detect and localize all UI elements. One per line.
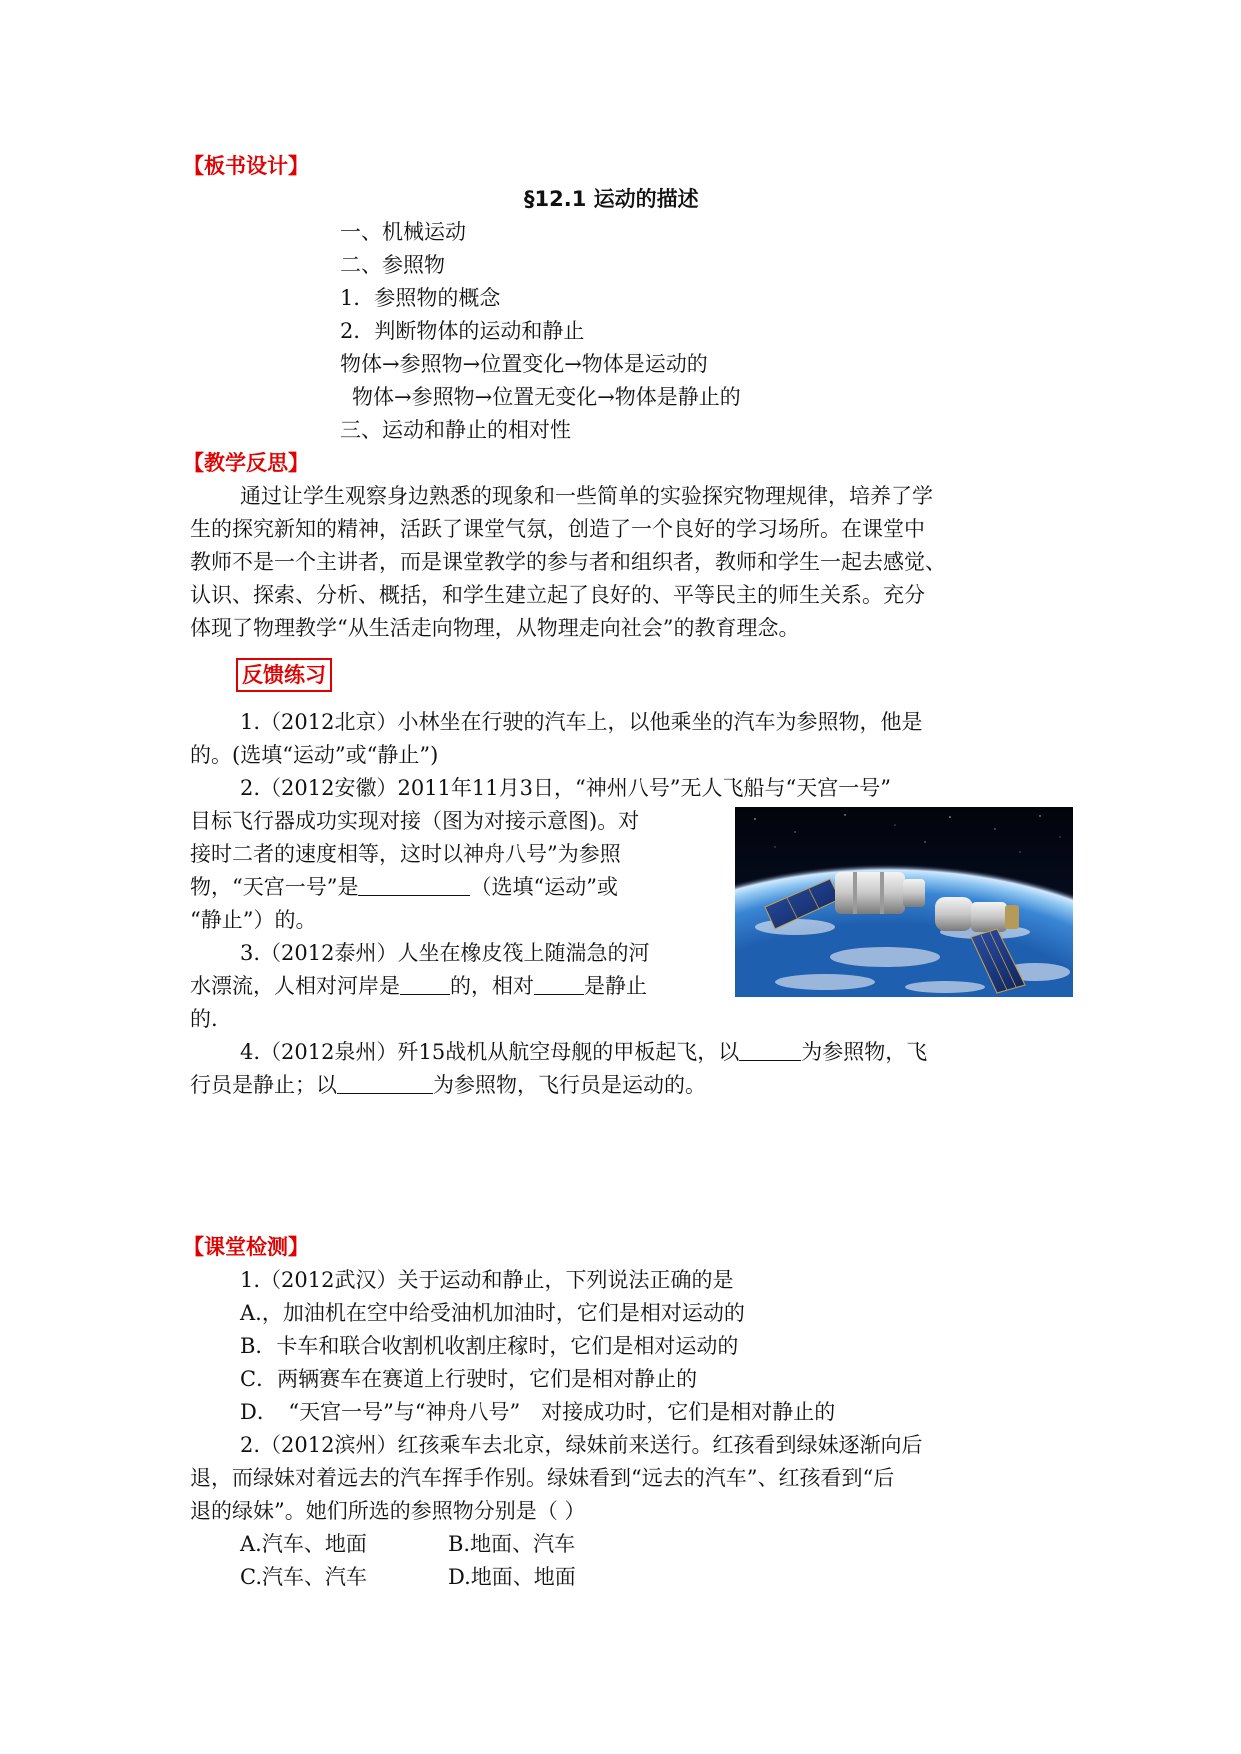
reflection-line: 通过让学生观察身边熟悉的现象和一些简单的实验探究物理规律，培养了学 [240, 484, 933, 508]
test-q2-option: C.汽车、汽车 [240, 1565, 367, 1589]
test-q1-option: D． “天宫一号”与“神舟八号” 对接成功时，它们是相对静止的 [240, 1400, 836, 1424]
board-item: 三、运动和静止的相对性 [340, 418, 571, 442]
test-q1: 1.（2012武汉）关于运动和静止，下列说法正确的是 [240, 1268, 734, 1292]
board-title: §12.1 运动的描述 [524, 187, 699, 211]
feedback-q3-text: 是静止 [584, 974, 647, 998]
board-item: 二、参照物 [340, 253, 445, 277]
test-q1-option: B．卡车和联合收割机收割庄稼时，它们是相对运动的 [240, 1334, 739, 1358]
reflection-line: 教师不是一个主讲者，而是课堂教学的参与者和组织者，教师和学生一起去感觉、 [190, 550, 946, 574]
test-q2-line: 2.（2012滨州）红孩乘车去北京，绿妹前来送行。红孩看到绿妹逐渐向后 [240, 1433, 923, 1457]
feedback-q3-line: 3.（2012泰州）人坐在橡皮筏上随湍急的河 [240, 941, 650, 965]
feedback-q3-text: 的，相对 [450, 974, 534, 998]
feedback-q4-text: 行员是静止；以 [190, 1073, 337, 1097]
test-q2-option: A.汽车、地面 [240, 1532, 367, 1556]
board-item: 物体→参照物→位置无变化→物体是静止的 [352, 385, 741, 409]
reflection-line: 生的探究新知的精神，活跃了课堂气氛，创造了一个良好的学习场所。在课堂中 [190, 517, 925, 541]
feedback-q3-line: 的. [190, 1007, 218, 1031]
reflection-line: 认识、探索、分析、概括，和学生建立起了良好的、平等民主的师生关系。充分 [190, 583, 925, 607]
board-heading: 【板书设计】 [183, 154, 309, 178]
feedback-q2-line: 2.（2012安徽）2011年11月3日，“神州八号”无人飞船与“天宫一号” [240, 776, 891, 800]
feedback-q2-line: 接时二者的速度相等，这时以神舟八号”为参照 [190, 842, 621, 866]
test-q1-option: A.，加油机在空中给受油机加油时，它们是相对运动的 [240, 1301, 745, 1325]
feedback-q2-text: （选填“运动”或 [470, 875, 618, 899]
test-q2-option: B.地面、汽车 [448, 1532, 576, 1556]
test-q2-line: 退，而绿妹对着远去的汽车挥手作别。绿妹看到“远去的汽车”、红孩看到“后 [190, 1466, 895, 1490]
feedback-q3-line [190, 971, 647, 1001]
board-item: 1．参照物的概念 [340, 286, 501, 310]
feedback-q2-line [190, 872, 618, 902]
feedback-q1-line: 的。(选填“运动”或“静止”) [190, 743, 439, 767]
reflection-heading: 【教学反思】 [183, 451, 309, 475]
answer-blank [534, 974, 584, 995]
feedback-q4-text: 4.（2012泉州）歼15战机从航空母舰的甲板起飞，以 [240, 1040, 740, 1064]
feedback-heading: 反馈练习 [236, 658, 332, 692]
test-q1-option: C．两辆赛车在赛道上行驶时，它们是相对静止的 [240, 1367, 698, 1391]
test-heading: 【课堂检测】 [183, 1235, 309, 1259]
feedback-q2-line: 目标飞行器成功实现对接（图为对接示意图)。对 [190, 809, 640, 833]
feedback-q4-text: 为参照物，飞行员是运动的。 [433, 1073, 706, 1097]
test-q2-line: 退的绿妹”。她们所选的参照物分别是（ ） [190, 1499, 586, 1523]
feedback-q4-line [190, 1070, 706, 1100]
feedback-q4-text: 为参照物，飞 [801, 1040, 928, 1064]
board-item: 2．判断物体的运动和静止 [340, 319, 585, 343]
feedback-q1-line: 1.（2012北京）小林坐在行驶的汽车上，以他乘坐的汽车为参照物，他是 [240, 710, 923, 734]
spacecraft-docking-image [735, 807, 1073, 997]
feedback-q4-line [240, 1037, 927, 1067]
answer-blank [400, 974, 450, 995]
feedback-q2-line: “静止”）的。 [190, 908, 317, 932]
feedback-q2-text: 物，“天宫一号”是 [190, 875, 359, 899]
answer-blank [337, 1073, 433, 1094]
answer-blank [358, 875, 470, 896]
reflection-line: 体现了物理教学“从生活走向物理，从物理走向社会”的教育理念。 [190, 616, 800, 640]
test-q2-option: D.地面、地面 [448, 1565, 576, 1589]
board-item: 一、机械运动 [340, 220, 466, 244]
answer-blank [739, 1040, 801, 1061]
board-item: 物体→参照物→位置变化→物体是运动的 [340, 352, 708, 376]
feedback-q3-text: 水漂流，人相对河岸是 [190, 974, 400, 998]
